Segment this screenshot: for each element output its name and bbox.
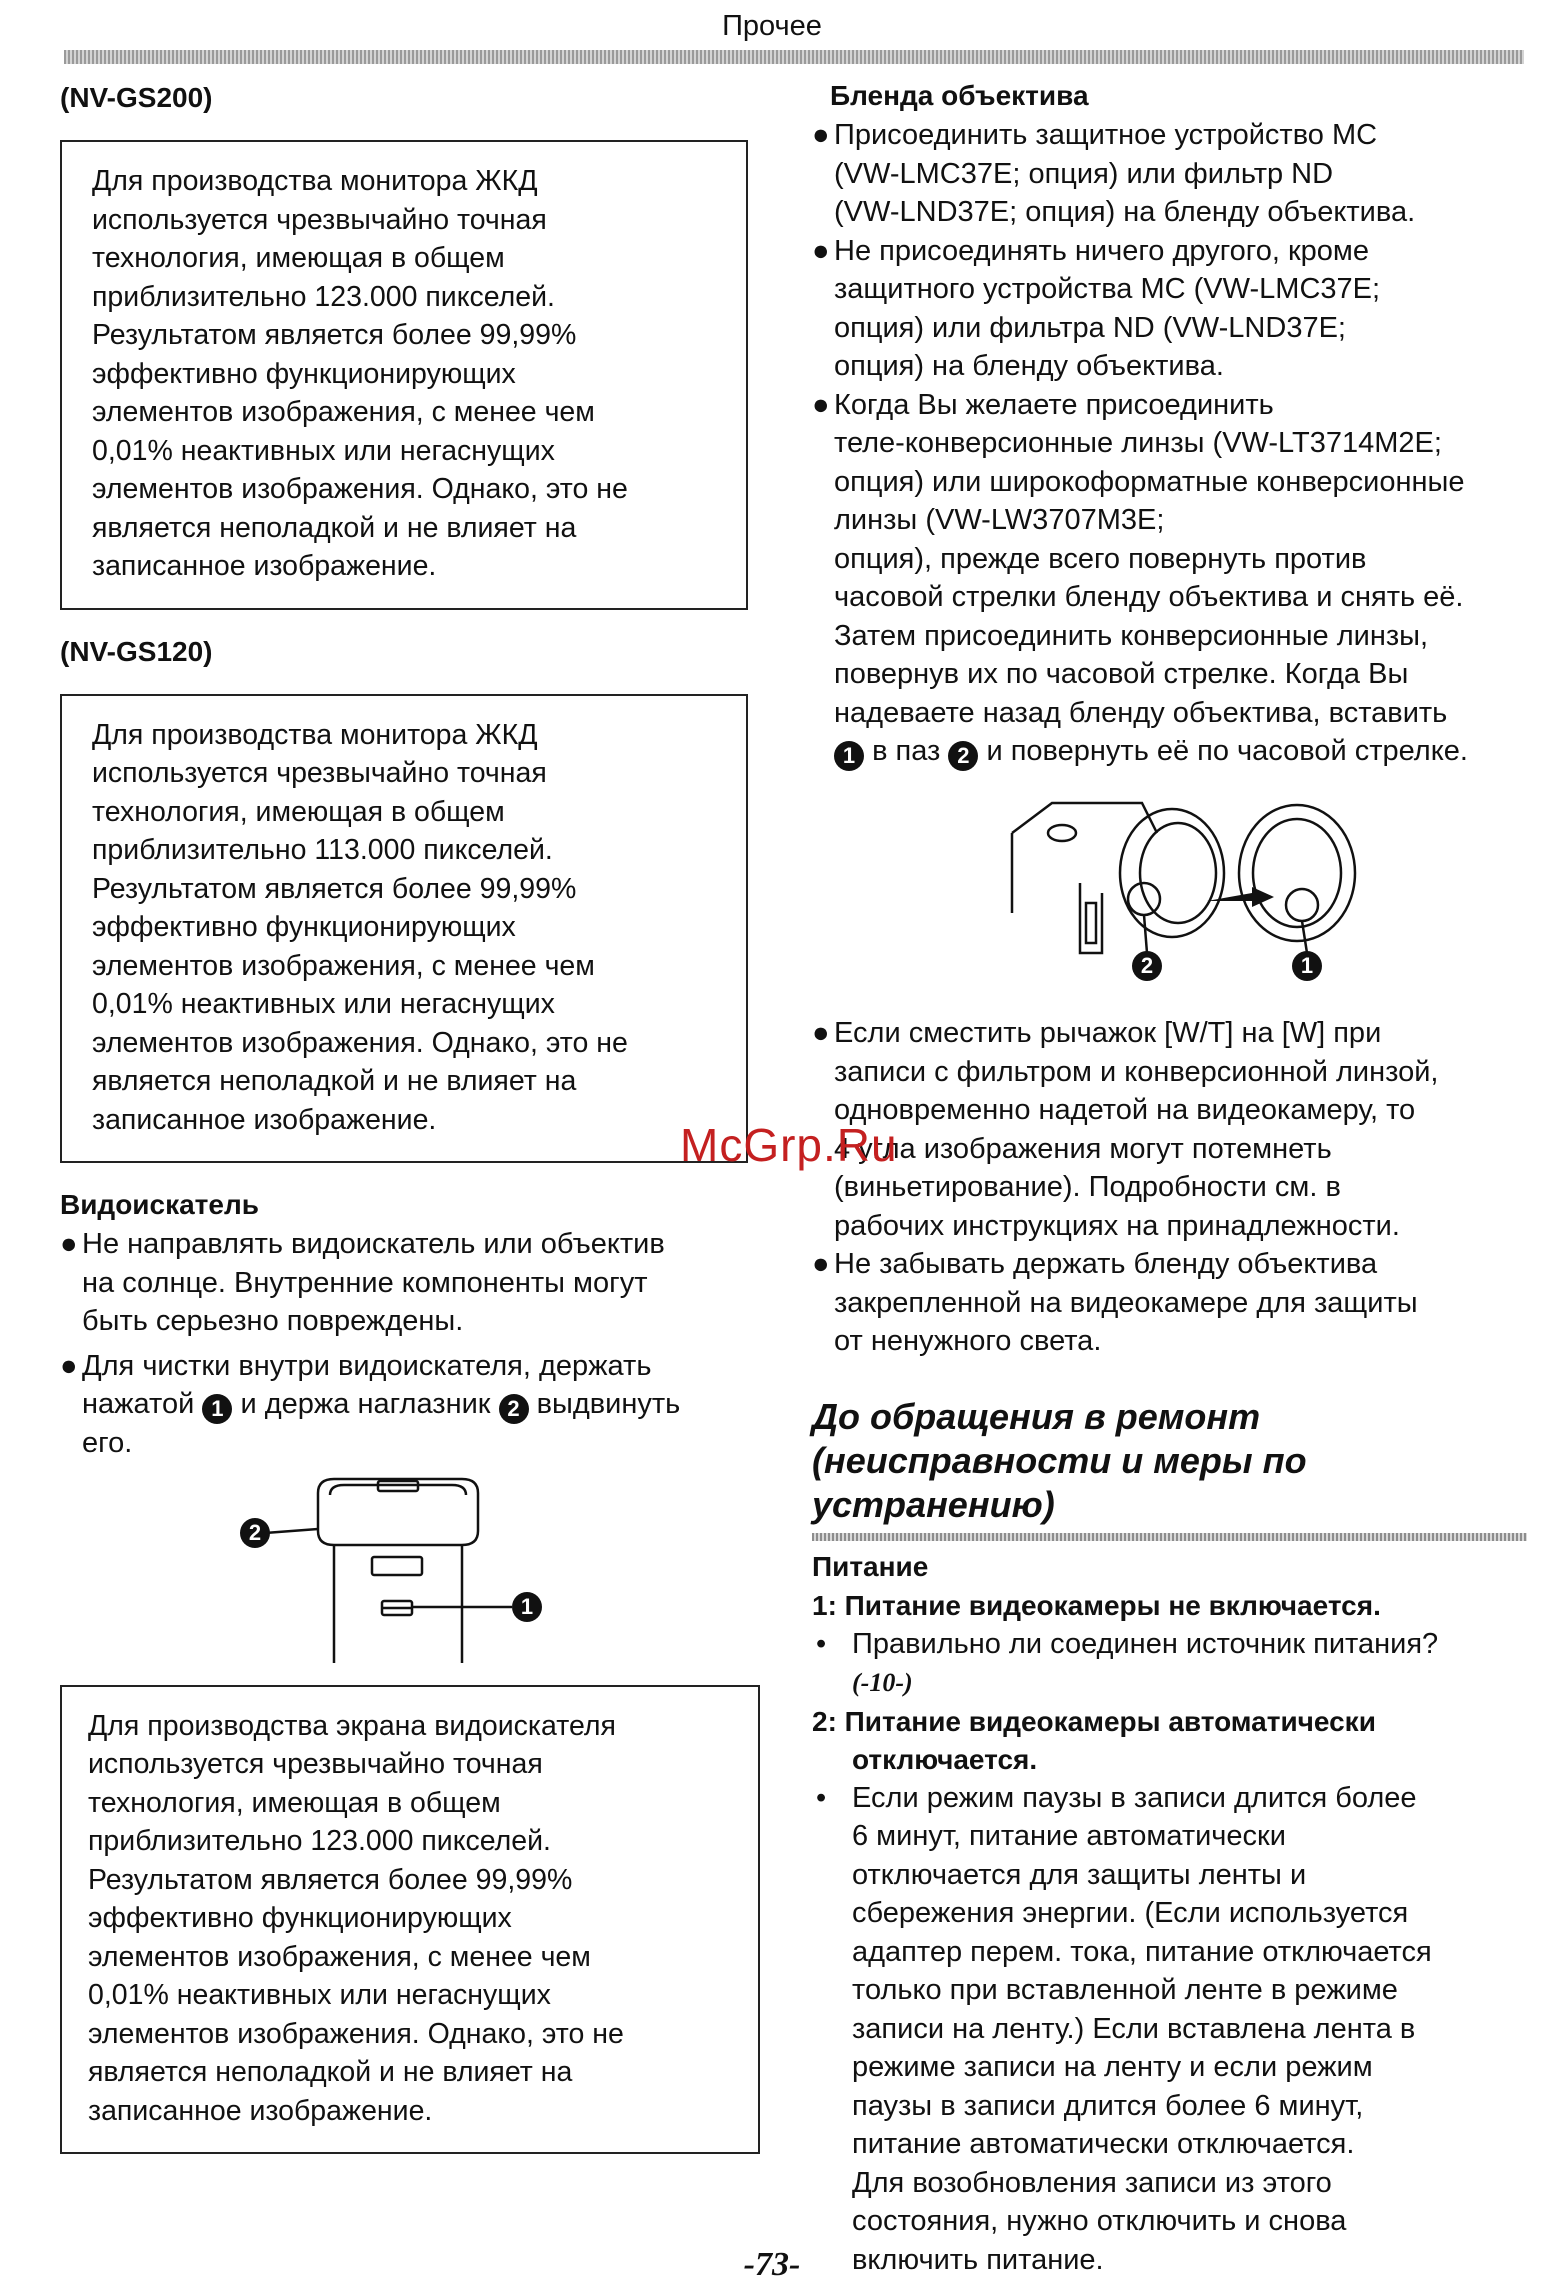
list-item: ● Присоединить защитное устройство MC (VW-LMC37E; опция) или фильтр ND (VW-LND37E; опция) на бленду объектива.	[812, 116, 1527, 232]
lens-hood-heading: Бленда объектива	[830, 80, 1089, 111]
notice-line: записанное изображение.	[88, 2094, 433, 2127]
eyecup-drawing	[60, 1473, 760, 1663]
list-item: ● Когда Вы желаете присоединить теле-конверсионные линзы (VW-LT3714M2E; опция) или широкоформатные конверсионные линзы (VW-LW3707M3E; опция), прежде всего повернуть против часовой стрелки бленду объектива и снять её. Затем присоединить конверсионные линзы, повернув их по часовой стрелке. Когда Вы надеваете назад бленду объектива, вставить 1 в паз 2 и повернуть её по часовой стрелке.	[812, 386, 1527, 772]
notice-line: элементов изображения, с менее чем	[92, 396, 595, 428]
bullet-icon: ●	[60, 1228, 78, 1260]
viewfinder-heading: Видоискатель	[60, 1189, 259, 1220]
list-item: ● Не направлять видоискатель или объектив на солнце. Внутренние компоненты могут быть серьезно повреждены.	[60, 1225, 760, 1341]
notice-line: элементов изображения, с менее чем	[92, 949, 595, 982]
question-2: 2: Питание видеокамеры автоматически отключается.	[812, 1705, 1376, 1775]
list-item: ● Для чистки внутри видоискателя, держать нажатой 1 и держа наглазник 2 выдвинуть его.	[60, 1347, 760, 1463]
notice-line: Результатом является более 99,99%	[88, 1863, 573, 1896]
notice-line: эффективно функционирующих	[92, 357, 516, 390]
model-label-gs120: (NV-GS120)	[60, 635, 213, 667]
notice-line: эффективно функционирующих	[92, 911, 516, 943]
marker-1-icon: 1	[202, 1394, 232, 1424]
eyecup-illustration	[60, 1473, 760, 1663]
lcd-notice-gs200	[60, 140, 748, 610]
question-1: 1: Питание видеокамеры не включается.	[812, 1589, 1381, 1621]
section-rule	[812, 1533, 1527, 1541]
bullet-icon: •	[816, 1627, 827, 1660]
notice-line: записанное изображение.	[92, 550, 437, 582]
notice-line: элементов изображения. Однако, это не	[92, 1026, 628, 1059]
bullet-icon: ●	[60, 1349, 78, 1382]
notice-line: 0,01% неактивных или негаснущих	[92, 434, 555, 467]
marker-2-icon: 2	[499, 1394, 529, 1424]
lens-hood-bullets-2	[812, 1014, 1527, 1361]
marker-2-icon: 2	[240, 1518, 270, 1548]
watermark: McGrp.Ru	[680, 1119, 898, 1171]
bullet-icon: ●	[812, 234, 830, 267]
notice-line: элементов изображения. Однако, это не	[88, 2017, 624, 2050]
marker-1-icon: 1	[834, 741, 864, 771]
bullet-icon: •	[816, 1781, 827, 1814]
bullet-icon: ●	[812, 1248, 830, 1280]
marker-2-icon: 2	[948, 741, 978, 771]
header-rule	[64, 50, 1524, 64]
page-number: -73-	[743, 2246, 801, 2283]
answer-1: • Правильно ли соединен источник питания? (-10-)	[812, 1625, 1527, 1703]
bullet-icon: ●	[812, 388, 830, 421]
notice-line: элементов изображения, с менее чем	[88, 1940, 591, 1973]
notice-line: технология, имеющая в общем	[88, 1786, 501, 1819]
notice-line: 0,01% неактивных или негаснущих	[92, 988, 555, 1020]
marker-1-icon: 1	[1292, 951, 1322, 981]
notice-line: Для производства экрана видоискателя	[88, 1709, 616, 1742]
notice-line: технология, имеющая в общем	[92, 795, 505, 828]
notice-line: является неполадкой и не влияет на	[88, 2056, 573, 2088]
notice-line: является неполадкой и не влияет на	[92, 511, 577, 544]
page-header: Прочее	[722, 10, 822, 42]
notice-line: приблизительно 123.000 пикселей.	[88, 1825, 551, 1857]
notice-line: Для производства монитора ЖКД	[92, 165, 538, 197]
viewfinder-notice	[60, 1685, 760, 2155]
notice-line: Результатом является более 99,99%	[92, 319, 577, 351]
marker-2-icon: 2	[1132, 951, 1162, 981]
bullet-icon: ●	[812, 1017, 830, 1049]
notice-line: является неполадкой и не влияет на	[92, 1065, 577, 1097]
notice-line: элементов изображения. Однако, это не	[92, 473, 628, 505]
notice-line: эффективно функционирующих	[88, 1902, 512, 1934]
bullet-icon: ●	[812, 119, 830, 151]
notice-line: 0,01% неактивных или негаснущих	[88, 1979, 551, 2011]
notice-line: Результатом является более 99,99%	[92, 872, 577, 905]
notice-line: записанное изображение.	[92, 1103, 437, 1136]
notice-line: используется чрезвычайно точная	[92, 757, 547, 789]
list-item: ● Не присоединять ничего другого, кроме защитного устройства MC (VW-LMC37E; опция) или фильтра ND (VW-LND37E; опция) на бленду объектива.	[812, 232, 1527, 386]
viewfinder-bullets	[60, 1225, 760, 1463]
list-item: ● Не забывать держать бленду объектива закрепленной на видеокамере для защиты от ненужного света.	[812, 1245, 1527, 1361]
lens-hood-bullets	[812, 116, 1527, 771]
lens-hood-drawing	[812, 793, 1527, 998]
notice-line: используется чрезвычайно точная	[88, 1748, 543, 1780]
section-title-repair: До обращения в ремонт (неисправности и меры по устранению)	[812, 1395, 1307, 1525]
lcd-notice-gs120	[60, 694, 748, 1164]
left-column	[60, 78, 760, 2178]
notice-line: приблизительно 113.000 пикселей.	[92, 834, 553, 866]
notice-line: Для производства монитора ЖКД	[92, 718, 538, 751]
power-heading: Питание	[812, 1550, 929, 1582]
notice-line: технология, имеющая в общем	[92, 242, 505, 274]
notice-line: используется чрезвычайно точная	[92, 203, 547, 236]
right-column	[812, 78, 1527, 2279]
lens-hood-illustration	[812, 793, 1527, 998]
model-label-gs200: (NV-GS200)	[60, 82, 213, 113]
notice-line: приблизительно 123.000 пикселей.	[92, 280, 555, 313]
marker-1-icon: 1	[512, 1592, 542, 1622]
list-item: ● Если сместить рычажок [W/T] на [W] при записи с фильтром и конверсионной линзой, одновременно надетой на видеокамеру, то 4 угла изображения могут потемнеть (виньетирование). Подробности см. в рабочих инструкциях на принадлежности.	[812, 1014, 1527, 1245]
answer-2: • Если режим паузы в записи длится более 6 минут, питание автоматически отключается для защиты ленты и сбережения энергии. (Если используется адаптер перем. тока, питание отключается только при вставленной ленте в режиме записи на ленту.) Если вставлена лента в режиме записи на ленту и если режим паузы в записи длится более 6 минут, питание автоматически отключается. Для возобновления записи из этого состояния, нужно отключить и снова включить питание.	[812, 1779, 1527, 2280]
page-reference: (-10-)	[852, 1668, 913, 1697]
